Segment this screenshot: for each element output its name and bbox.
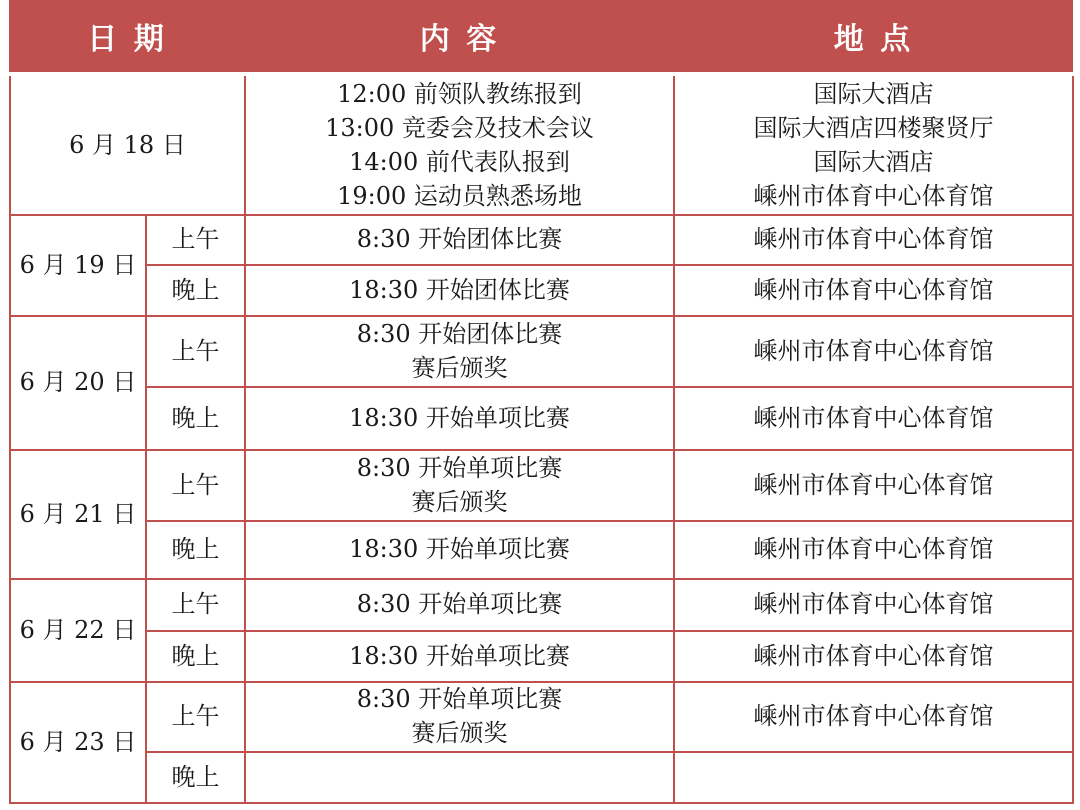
border-right: [1072, 76, 1074, 804]
content-cell-line: 赛后颁奖: [411, 487, 508, 516]
content-cell: [246, 264, 673, 315]
date-cell-line: 6 月 22 日: [19, 615, 137, 644]
session-cell: [147, 264, 244, 315]
content-cell-line: 18:30 开始单项比赛: [349, 535, 570, 563]
session-cell-line: 上午: [171, 470, 220, 499]
location-cell-line: 国际大酒店: [813, 80, 934, 108]
location-cell: [675, 315, 1072, 386]
location-cell-line: 嵊州市体育中心体育馆: [753, 182, 994, 210]
border-bottom: [9, 802, 1074, 804]
content-cell-line: 14:00 前代表队报到: [349, 148, 570, 176]
content-cell-line: 8:30 开始单项比赛: [356, 685, 563, 713]
session-cell-line: 晚上: [171, 641, 220, 670]
session-cell-line: 晚上: [171, 762, 220, 791]
content-cell-line: 赛后颁奖: [411, 719, 508, 747]
header-location: 地 点: [833, 22, 914, 57]
session-cell: [147, 751, 244, 802]
location-cell: [675, 214, 1072, 264]
session-cell: [147, 386, 244, 449]
session-cell: [147, 214, 244, 264]
table-header: [9, 0, 1073, 72]
location-cell-line: 嵊州市体育中心体育馆: [753, 702, 994, 730]
location-cell: [675, 520, 1072, 578]
location-cell: [675, 264, 1072, 315]
date-cell: [11, 76, 244, 214]
divider-content: [244, 76, 246, 804]
session-cell-line: 上午: [171, 336, 220, 365]
header-content: 内 容: [419, 22, 500, 57]
location-cell-line: 国际大酒店: [813, 148, 934, 176]
divider-session: [145, 214, 147, 804]
date-cell: [11, 315, 145, 449]
content-cell: [246, 449, 673, 520]
content-cell-line: 赛后颁奖: [411, 353, 508, 382]
date-cell: [11, 214, 145, 315]
date-cell-line: 6 月 23 日: [19, 727, 137, 756]
session-cell: [147, 315, 244, 386]
border-left: [9, 76, 11, 804]
content-cell: [246, 751, 673, 802]
date-cell: [11, 449, 145, 578]
divider-location: [673, 76, 675, 804]
session-cell-line: 上午: [171, 702, 220, 730]
location-cell-line: 嵊州市体育中心体育馆: [753, 590, 994, 618]
content-cell: [246, 76, 673, 214]
location-cell-line: 嵊州市体育中心体育馆: [753, 275, 994, 304]
location-cell-line: 嵊州市体育中心体育馆: [753, 641, 994, 670]
date-cell-line: 6 月 21 日: [19, 499, 137, 528]
date-cell: [11, 578, 145, 681]
content-cell-line: 8:30 开始团体比赛: [356, 319, 563, 348]
location-cell: [675, 630, 1072, 681]
date-cell-line: 6 月 18 日: [69, 131, 186, 159]
content-cell-line: 8:30 开始团体比赛: [356, 225, 563, 253]
location-cell-line: 嵊州市体育中心体育馆: [753, 470, 994, 499]
session-cell-line: 晚上: [171, 535, 220, 563]
session-cell: [147, 449, 244, 520]
content-cell-line: 8:30 开始单项比赛: [356, 590, 563, 618]
content-cell: [246, 578, 673, 630]
content-cell-line: 18:30 开始单项比赛: [349, 641, 570, 670]
content-cell-line: 8:30 开始单项比赛: [356, 453, 563, 482]
session-cell-line: 上午: [171, 590, 220, 618]
date-cell: [11, 681, 145, 802]
content-cell: [246, 520, 673, 578]
location-cell: [675, 751, 1072, 802]
session-cell-line: 晚上: [171, 403, 220, 432]
session-cell: [147, 520, 244, 578]
content-cell-line: 18:30 开始单项比赛: [349, 403, 570, 432]
location-cell-line: 嵊州市体育中心体育馆: [753, 225, 994, 253]
content-cell: [246, 386, 673, 449]
content-cell-line: 12:00 前领队教练报到: [337, 80, 582, 108]
content-cell-line: 19:00 运动员熟悉场地: [337, 182, 582, 210]
date-cell-line: 6 月 19 日: [19, 250, 137, 279]
content-cell: [246, 315, 673, 386]
content-cell: [246, 214, 673, 264]
session-cell-line: 晚上: [171, 275, 220, 304]
location-cell: [675, 386, 1072, 449]
location-cell-line: 嵊州市体育中心体育馆: [753, 535, 994, 563]
date-cell-line: 6 月 20 日: [19, 368, 137, 396]
content-cell: [246, 630, 673, 681]
location-cell: [675, 449, 1072, 520]
location-cell-line: 国际大酒店四楼聚贤厅: [753, 114, 994, 142]
header-date: 日 期: [87, 22, 167, 57]
location-cell-line: 嵊州市体育中心体育馆: [753, 403, 994, 432]
location-cell-line: 嵊州市体育中心体育馆: [753, 336, 994, 365]
location-cell: [675, 578, 1072, 630]
session-cell: [147, 681, 244, 751]
location-cell: [675, 681, 1072, 751]
content-cell: [246, 681, 673, 751]
content-cell-line: 18:30 开始团体比赛: [349, 275, 570, 304]
session-cell: [147, 630, 244, 681]
session-cell: [147, 578, 244, 630]
location-cell: [675, 76, 1072, 214]
session-cell-line: 上午: [171, 225, 220, 253]
content-cell-line: 13:00 竞委会及技术会议: [325, 114, 594, 142]
